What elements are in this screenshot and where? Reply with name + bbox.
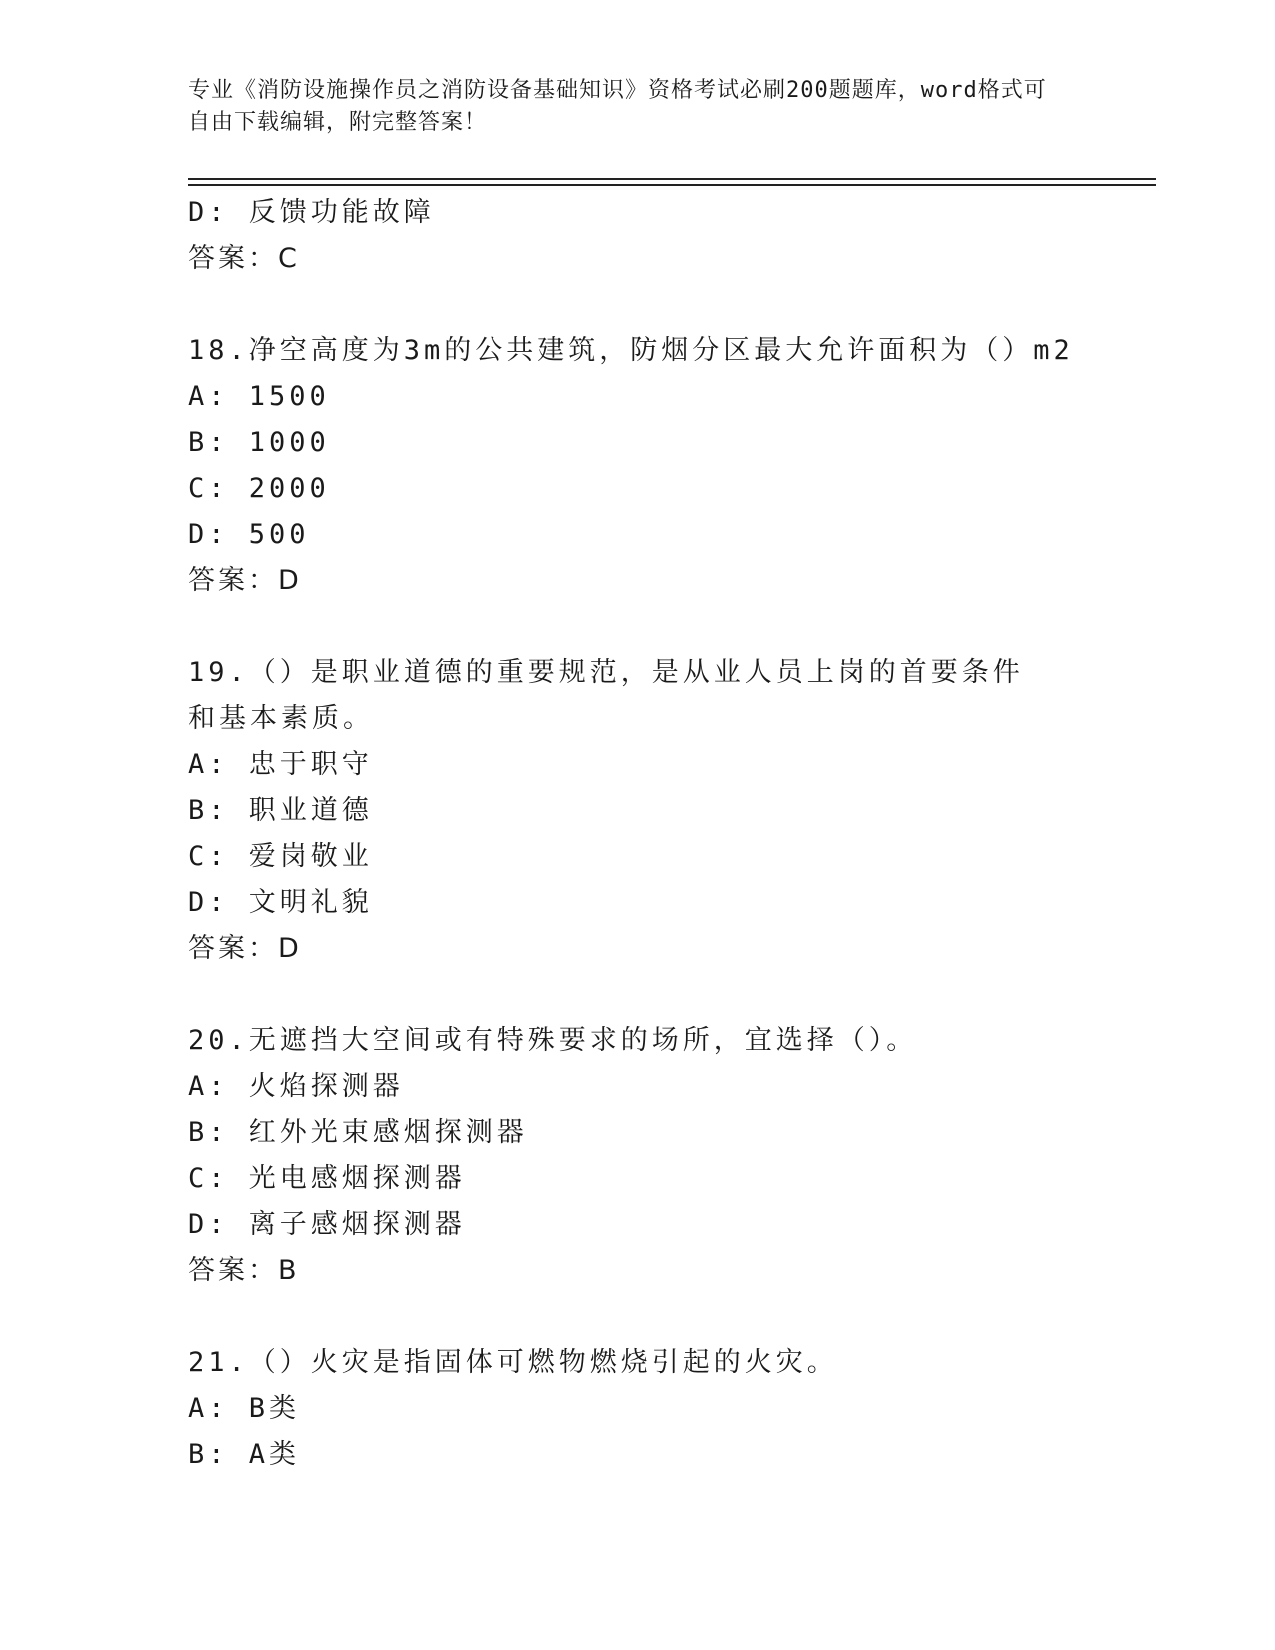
option-d: D: 离子感烟探测器 bbox=[188, 1209, 466, 1240]
spacer bbox=[188, 282, 1088, 328]
document-header: 专业《消防设施操作员之消防设备基础知识》资格考试必刷200题题库，word格式可自由下载编辑，附完整答案！ bbox=[188, 78, 1047, 135]
question-18 bbox=[188, 328, 1088, 604]
prev-answer: 答案：C bbox=[188, 243, 300, 274]
option-d: D: 文明礼貌 bbox=[188, 887, 373, 918]
option-b: B: 1000 bbox=[188, 427, 330, 458]
answer: 答案：D bbox=[188, 565, 302, 596]
question-stem: 18.净空高度为3m的公共建筑，防烟分区最大允许面积为（）m2 bbox=[188, 335, 1074, 366]
spacer bbox=[188, 1294, 1088, 1340]
question-20 bbox=[188, 1018, 1088, 1294]
question-list bbox=[188, 190, 1088, 1478]
option-c: C: 光电感烟探测器 bbox=[188, 1163, 466, 1194]
question-stem: 21.（）火灾是指固体可燃物燃烧引起的火灾。 bbox=[188, 1347, 838, 1378]
question-stem: 19.（）是职业道德的重要规范，是从业人员上岗的首要条件和基本素质。 bbox=[188, 657, 1024, 734]
spacer bbox=[188, 972, 1088, 1018]
question-21 bbox=[188, 1340, 1088, 1478]
option-c: C: 爱岗敬业 bbox=[188, 841, 373, 872]
prev-option-d: D: 反馈功能故障 bbox=[188, 197, 435, 228]
option-b: B: 红外光束感烟探测器 bbox=[188, 1117, 528, 1148]
header-divider-top bbox=[188, 178, 1156, 180]
question-stem: 20.无遮挡大空间或有特殊要求的场所，宜选择（）。 bbox=[188, 1025, 918, 1056]
question-19 bbox=[188, 650, 1088, 972]
option-a: A: 忠于职守 bbox=[188, 749, 373, 780]
option-b: B: 职业道德 bbox=[188, 795, 373, 826]
option-d: D: 500 bbox=[188, 519, 310, 550]
header-divider-bottom bbox=[188, 184, 1156, 186]
option-a: A: 火焰探测器 bbox=[188, 1071, 404, 1102]
option-a: A: 1500 bbox=[188, 381, 330, 412]
option-a: A: B类 bbox=[188, 1393, 301, 1424]
answer: 答案：D bbox=[188, 933, 302, 964]
spacer bbox=[188, 604, 1088, 650]
option-c: C: 2000 bbox=[188, 473, 330, 504]
option-b: B: A类 bbox=[188, 1439, 301, 1470]
answer: 答案：B bbox=[188, 1255, 300, 1286]
